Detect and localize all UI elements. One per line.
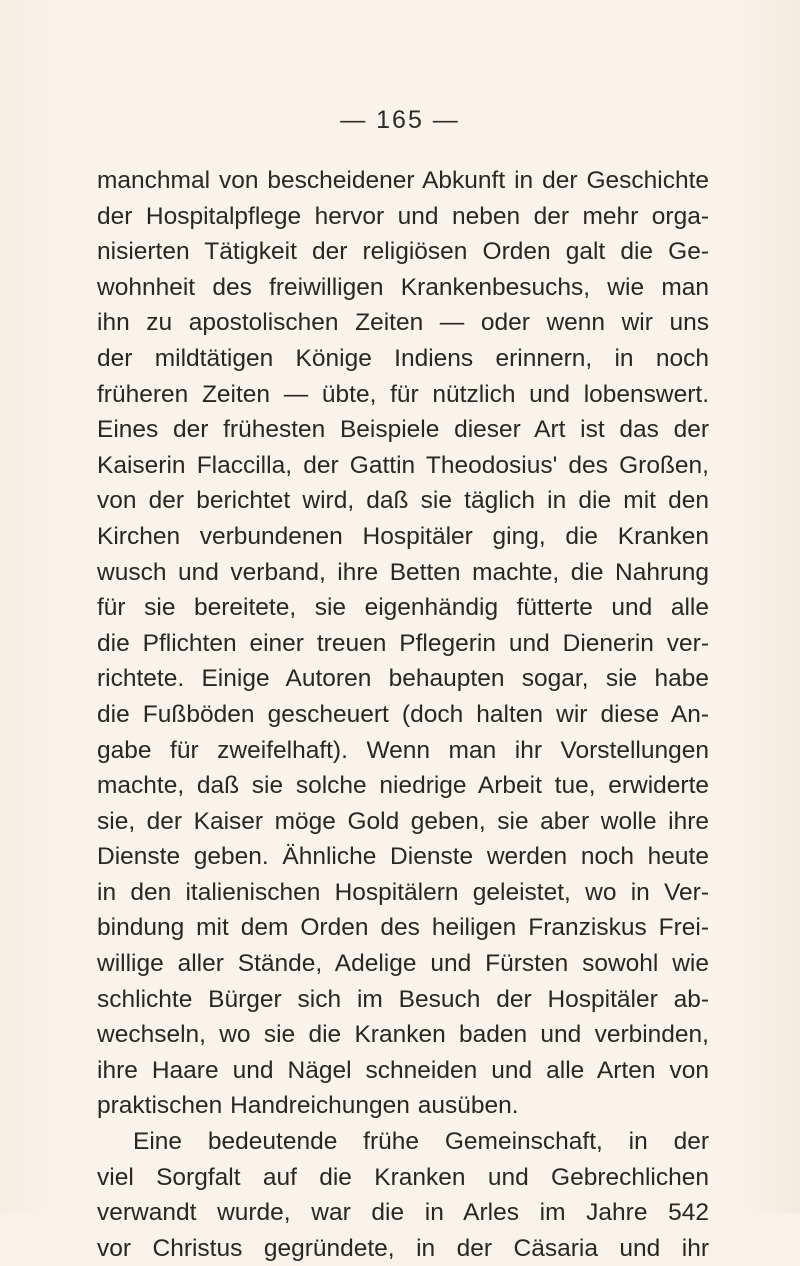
text-line: ihre Haare und Nägel schneiden und alle Arten von — [97, 1056, 709, 1084]
page-number: — 165 — — [340, 106, 460, 134]
text-line: verwandt wurde, war die in Arles im Jahre 542 — [97, 1199, 709, 1227]
text-line: wohnheit des freiwilligen Krankenbesuchs, wie man — [97, 273, 709, 301]
text-line: manchmal von bescheidener Abkunft in der Geschichte — [97, 167, 709, 194]
text-line: von der berichtet wird, daß sie täglich in die mit den — [97, 487, 709, 515]
text-line: wechseln, wo sie die Kranken baden und verbinden, — [97, 1021, 709, 1049]
text-line: vor Christus gegründete, in der Cäsaria und ihr — [97, 1234, 709, 1262]
text-line: Dienste geben. Ähnliche Dienste werden noch heute — [97, 843, 709, 871]
text-line: gabe für zweifelhaft). Wenn man ihr Vorstellungen — [97, 736, 709, 764]
text-line: der mildtätigen Könige Indiens erinnern, in noch — [97, 344, 709, 372]
text-line: Eines der frühesten Beispiele dieser Art ist das der — [97, 416, 709, 444]
text-line: sie, der Kaiser möge Gold geben, sie aber wolle ihre — [97, 807, 709, 835]
text-line: bindung mit dem Orden des heiligen Franziskus Frei- — [97, 914, 709, 942]
text-line: die Fußböden gescheuert (doch halten wir diese An- — [97, 700, 709, 728]
text-line: Kaiserin Flaccilla, der Gattin Theodosius' des Großen, — [97, 451, 709, 479]
text-line: nisierten Tätigkeit der religiösen Orden galt die Ge- — [97, 238, 709, 266]
text-line: in den italienischen Hospitälern geleistet, wo in Ver- — [97, 878, 709, 906]
text-line: richtete. Einige Autoren behaupten sogar, sie habe — [97, 665, 709, 693]
paragraph-first-line: Eine bedeutende frühe Gemeinschaft, in der — [133, 1128, 709, 1156]
text-line: praktischen Handreichungen ausüben. — [97, 1092, 519, 1120]
text-line: früheren Zeiten — übte, für nützlich und lobenswert. — [97, 380, 709, 408]
body-text — [97, 163, 709, 1266]
text-line: willige aller Stände, Adelige und Fürsten sowohl wie — [97, 950, 709, 978]
text-line: die Pflichten einer treuen Pflegerin und Dienerin ver- — [97, 629, 709, 657]
text-line: Kirchen verbundenen Hospitäler ging, die Kranken — [97, 522, 709, 550]
text-line: machte, daß sie solche niedrige Arbeit tue, erwiderte — [97, 772, 709, 800]
text-line: für sie bereitete, sie eigenhändig fütterte und alle — [97, 594, 709, 622]
text-line: viel Sorgfalt auf die Kranken und Gebrechlichen — [97, 1163, 709, 1191]
text-line: wusch und verband, ihre Betten machte, die Nahrung — [97, 558, 709, 586]
text-line: ihn zu apostolischen Zeiten — oder wenn wir uns — [97, 309, 709, 337]
text-line: schlichte Bürger sich im Besuch der Hospitäler ab- — [97, 985, 709, 1013]
text-line: der Hospitalpflege hervor und neben der mehr orga- — [97, 202, 709, 230]
